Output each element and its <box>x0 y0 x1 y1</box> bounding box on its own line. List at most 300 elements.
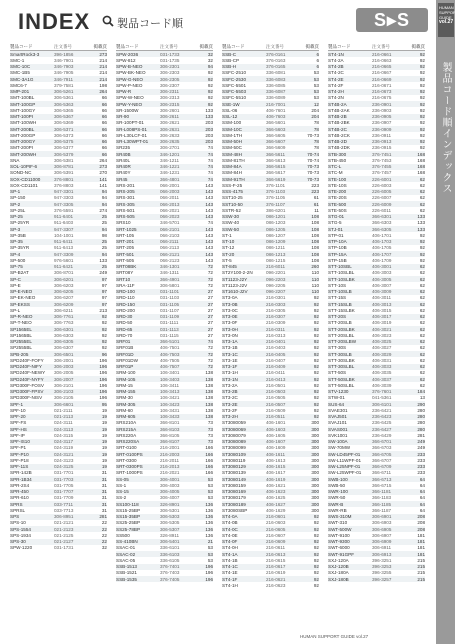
table-row <box>222 345 319 351</box>
product-code: SPD240F-NIFY <box>10 364 42 370</box>
product-code: SRS10 <box>116 220 131 226</box>
page-number: 62 <box>419 364 425 370</box>
table-row <box>10 501 107 507</box>
product-code: STV-1230 <box>328 389 349 395</box>
product-code: ST3080189 <box>222 501 246 507</box>
page-number: 133 <box>417 214 425 220</box>
product-code: ST-845 <box>222 264 237 270</box>
order-number: 226-6005 <box>372 189 392 195</box>
order-number: 406-1707 <box>372 251 392 257</box>
table-row <box>116 532 213 538</box>
table-row <box>222 307 319 313</box>
table-row <box>328 189 425 195</box>
table-row <box>222 239 319 245</box>
page-number: 96 <box>101 351 107 357</box>
product-code: SWR-RB <box>328 507 347 513</box>
product-code: ST3-0A <box>222 295 238 301</box>
order-number: 406-7501 <box>160 345 180 351</box>
order-number: 306-2701 <box>160 145 180 151</box>
order-number: 021-2121 <box>54 520 74 526</box>
table-row <box>116 564 213 570</box>
table-row <box>116 407 213 413</box>
page-number: 92 <box>313 345 319 351</box>
table-row <box>10 351 107 357</box>
page-number: 32 <box>207 51 213 57</box>
table-row <box>328 514 425 520</box>
table-row <box>328 314 425 320</box>
page-number: 166 <box>205 464 213 470</box>
page-number: 27 <box>207 332 213 338</box>
order-number: 216-0411 <box>266 370 286 376</box>
table-row <box>116 82 213 88</box>
table-row <box>222 476 319 482</box>
table-row <box>328 95 425 101</box>
order-number: 306-5379 <box>54 151 74 157</box>
product-code: SVAJ101 <box>328 420 347 426</box>
product-code: ST4B-2AK <box>328 107 350 113</box>
table-row <box>116 95 213 101</box>
product-code: SPR-1B34 <box>10 476 32 482</box>
order-number: 096-2207 <box>266 289 286 295</box>
product-code: SSM-50C <box>222 145 242 151</box>
order-number: 366-6711 <box>372 470 392 476</box>
page-number: 27 <box>207 314 213 320</box>
product-code: SS-410BN <box>116 539 138 545</box>
table-row <box>328 539 425 545</box>
page-number: 166 <box>205 457 213 463</box>
guide-volume: vol.27 <box>439 19 454 25</box>
table-row <box>116 51 213 57</box>
order-number: 066-2123 <box>160 257 180 263</box>
order-number: 024-3117 <box>54 439 74 445</box>
table-row <box>10 432 107 438</box>
page-number: 208 <box>417 526 425 532</box>
table-row <box>116 376 213 382</box>
product-code: SRS-201 <box>116 182 135 188</box>
order-number: 024-3123 <box>54 457 74 463</box>
product-code: SSFC-5503 <box>222 89 247 95</box>
product-code: SS25-78BP <box>116 526 141 532</box>
table-row <box>10 157 107 163</box>
page-number: 196 <box>99 370 107 376</box>
table-row <box>222 101 319 107</box>
product-code: STB-300 <box>328 151 347 157</box>
page-number: 92 <box>207 70 213 76</box>
table-row <box>10 239 107 245</box>
table-row <box>10 395 107 401</box>
order-number: 226-6003 <box>372 182 392 188</box>
order-number: 306-6209 <box>54 301 74 307</box>
product-code: ST4-2B <box>328 64 344 70</box>
product-code: SMC-1B5 <box>10 70 30 76</box>
page-number: 213 <box>99 307 107 313</box>
table-row <box>10 207 107 213</box>
page-number: 19 <box>101 432 107 438</box>
page-number: 92 <box>419 82 425 88</box>
table-row <box>116 151 213 157</box>
product-code: SWT-310 <box>328 520 348 526</box>
header-code: 製品コード <box>328 44 351 49</box>
product-code: SMT-100BL <box>10 95 35 101</box>
product-code: ST4-1N <box>328 51 344 57</box>
product-code: SSW-50 <box>222 226 240 232</box>
product-code: SP-L <box>10 307 21 313</box>
index-rows <box>222 51 319 589</box>
order-number: 106-3403 <box>160 376 180 382</box>
page-number: 66 <box>101 132 107 138</box>
product-code: STG-5 <box>328 220 342 226</box>
table-row <box>222 51 319 57</box>
page-number: 66 <box>101 120 107 126</box>
page-number: 62 <box>419 301 425 307</box>
table-row <box>222 382 319 388</box>
order-number: 396-3255 <box>372 570 392 576</box>
product-code: SSFC-2530 <box>222 76 247 82</box>
order-number: 226-6011 <box>372 207 392 213</box>
page-number: 70-73 <box>307 176 319 182</box>
table-row <box>10 332 107 338</box>
order-number: 406-3019 <box>372 320 392 326</box>
page-number: 214 <box>99 57 107 63</box>
table-row <box>222 407 319 413</box>
table-row <box>116 189 213 195</box>
page-number: 72 <box>207 364 213 370</box>
product-code: SPD240F-NYFY <box>10 376 44 382</box>
order-number: 216-0309 <box>266 320 286 326</box>
table-row <box>10 151 107 157</box>
product-code: SP2555EL <box>10 339 32 345</box>
product-code: ST1610-J2V <box>222 289 248 295</box>
page-number: 19 <box>101 414 107 420</box>
table-row <box>116 276 213 282</box>
product-code: SP-500 <box>10 257 26 263</box>
product-code: STT-15SLBK <box>328 307 355 313</box>
product-code: SSAC-05 <box>116 557 136 563</box>
product-code: SP-25 <box>10 214 23 220</box>
order-number: 947-3305 <box>54 201 74 207</box>
table-row <box>222 164 319 170</box>
page-number: 141 <box>99 176 107 182</box>
table-row <box>328 420 425 426</box>
page-number: 110 <box>311 276 319 282</box>
table-row <box>222 301 319 307</box>
order-number: 406-7503 <box>160 351 180 357</box>
table-row <box>328 520 425 526</box>
product-code: SPW-2036 <box>116 51 139 57</box>
page-number: 25 <box>101 245 107 251</box>
product-code: SNA <box>10 157 20 163</box>
order-number: 216-0609 <box>266 539 286 545</box>
table-row <box>328 289 425 295</box>
order-number: 216-2003 <box>160 451 180 457</box>
page-number: 108 <box>311 214 319 220</box>
table-row <box>10 401 107 407</box>
table-row <box>222 76 319 82</box>
product-code: STC-L <box>328 164 342 170</box>
page-number: 138 <box>205 407 213 413</box>
page-number: 72 <box>207 270 213 276</box>
table-row <box>10 70 107 76</box>
product-code: ST3-2H <box>222 414 238 420</box>
table-row <box>116 345 213 351</box>
order-number: 236-6427 <box>372 426 392 432</box>
page-number: 53 <box>207 476 213 482</box>
product-code: SRF01B <box>116 345 134 351</box>
page-number: 92 <box>313 407 319 413</box>
order-number: 376-8801 <box>54 176 74 182</box>
product-code: SPW-Y-NEO <box>116 101 143 107</box>
page-number: 143 <box>205 232 213 238</box>
page-number: 92 <box>419 139 425 145</box>
page-number: 97 <box>101 301 107 307</box>
order-number: 106-3431 <box>160 407 180 413</box>
order-number: 346-7901 <box>54 57 74 63</box>
product-code: SRS-205 <box>116 189 135 195</box>
table-row <box>328 501 425 507</box>
table-row <box>116 370 213 376</box>
order-number: 366-8107 <box>160 439 180 445</box>
order-number: 216-0621 <box>266 576 286 582</box>
column-header <box>328 44 425 51</box>
order-number: 406-7603 <box>266 114 286 120</box>
table-row <box>10 95 107 101</box>
order-number: 306-6901 <box>372 514 392 520</box>
product-code: STT-15S <box>328 295 347 301</box>
table-row <box>10 120 107 126</box>
table-row <box>10 89 107 95</box>
table-row <box>222 539 319 545</box>
product-code: ST3-1F <box>222 364 238 370</box>
order-number: 306-2601 <box>160 107 180 113</box>
table-row <box>116 470 213 476</box>
order-number: 366-5609 <box>266 145 286 151</box>
order-number: 366-8105 <box>160 432 180 438</box>
order-number: 106-3421 <box>160 395 180 401</box>
table-row <box>116 226 213 232</box>
page-number: 11 <box>314 207 319 213</box>
order-number: 406-1623 <box>266 489 286 495</box>
order-number: 376-7457 <box>372 170 392 176</box>
order-number: 406-3007 <box>372 282 392 288</box>
order-number: 216-0615 <box>266 557 286 563</box>
product-code: SS-15 <box>116 489 129 495</box>
order-number: 306-8781 <box>54 164 74 170</box>
order-number: 216-0667 <box>372 70 392 76</box>
page-number: 94 <box>101 201 107 207</box>
page-number: 19 <box>101 457 107 463</box>
table-row <box>222 370 319 376</box>
table-row <box>328 507 425 513</box>
page-number: 74 <box>207 157 213 163</box>
table-row <box>10 57 107 63</box>
page-number: 300 <box>311 489 319 495</box>
order-number: 366-8103 <box>160 426 180 432</box>
order-number: 216-0605 <box>266 526 286 532</box>
page-number: 133 <box>205 114 213 120</box>
order-number: 066-2101 <box>160 226 180 232</box>
page-number: 108 <box>311 257 319 263</box>
page-number: 73 <box>207 426 213 432</box>
order-number: 306-2313 <box>160 95 180 101</box>
table-row <box>116 295 213 301</box>
product-code: ST2Y100-2-2N <box>222 270 253 276</box>
product-code: SMT-100GP <box>10 101 36 107</box>
table-row <box>10 107 107 113</box>
page-number: 61 <box>313 195 319 201</box>
table-row <box>116 351 213 357</box>
page-number: 92 <box>313 520 319 526</box>
product-code: ST-5 <box>222 257 232 263</box>
order-number: 366-5613 <box>266 157 286 163</box>
order-number: 306-6211 <box>54 307 74 313</box>
table-row <box>328 551 425 557</box>
product-code: SRT-1000PS <box>116 470 143 476</box>
page-number: 64 <box>419 482 425 488</box>
table-row <box>328 414 425 420</box>
order-number: 406-1621 <box>266 482 286 488</box>
product-code: SRT08Y <box>116 270 134 276</box>
order-number: 406-3031 <box>372 357 392 363</box>
page-number: 95 <box>101 401 107 407</box>
table-row <box>10 326 107 332</box>
order-number: 236-0901 <box>372 101 392 107</box>
order-number: 306-2101 <box>54 382 74 388</box>
table-row <box>328 495 425 501</box>
product-code: SR40B <box>116 151 131 157</box>
page-number: 73 <box>207 420 213 426</box>
product-code: SSL-12 <box>222 114 238 120</box>
order-number: 024-3115 <box>54 432 74 438</box>
page-number: 97 <box>101 295 107 301</box>
table-row <box>222 332 319 338</box>
product-code: ST4-2E <box>328 76 344 82</box>
page-number: 300 <box>311 439 319 445</box>
product-code: SMT-200GY <box>10 139 36 145</box>
order-number: 031-1103 <box>160 295 180 301</box>
product-code: SPS-1554 <box>10 526 31 532</box>
product-code: STP-15A <box>328 251 347 257</box>
product-code: ST3080089 <box>222 439 246 445</box>
table-row <box>222 414 319 420</box>
product-code: STT-10SLBK <box>328 276 355 282</box>
order-number: 086-1211 <box>266 245 286 251</box>
order-number: 376-7451 <box>372 151 392 157</box>
order-number: 236-6423 <box>372 414 392 420</box>
product-code: SR40Y <box>116 170 131 176</box>
table-row <box>222 95 319 101</box>
table-row <box>222 445 319 451</box>
page-number: 62 <box>419 307 425 313</box>
table-row <box>116 382 213 388</box>
table-row <box>328 232 425 238</box>
table-row <box>10 414 107 420</box>
order-number: 216-0401 <box>266 339 286 345</box>
page-number: 223 <box>311 189 319 195</box>
product-code: SPF-11S <box>10 464 29 470</box>
order-number: 236-6421 <box>372 407 392 413</box>
page-number: 72 <box>207 276 213 282</box>
page-number: 143 <box>205 251 213 257</box>
table-row <box>222 320 319 326</box>
order-number: 366-1183 <box>372 495 392 501</box>
order-number: 216-0623 <box>266 582 286 588</box>
table-row <box>222 482 319 488</box>
table-row <box>328 120 425 126</box>
product-code: ST3-1H <box>222 370 238 376</box>
product-code: SMT-100WH <box>10 120 37 126</box>
order-number: 306-2303 <box>160 70 180 76</box>
order-number: 236-0907 <box>372 120 392 126</box>
order-number: 336-6101 <box>160 545 180 551</box>
product-code: ST4-1E <box>222 570 238 576</box>
order-number: 376-7405 <box>160 576 180 582</box>
order-number: 376-0161 <box>266 51 286 57</box>
page-number: 92 <box>101 332 107 338</box>
order-number: 306-2301 <box>160 64 180 70</box>
order-number: 306-5303 <box>160 514 180 520</box>
page-number: 66 <box>101 151 107 157</box>
product-code: SR40R <box>116 164 131 170</box>
page-number: 62 <box>419 332 425 338</box>
order-number: 306-5371 <box>54 126 74 132</box>
product-code: SPF-HS <box>10 426 27 432</box>
order-number: 306-8701 <box>54 270 74 276</box>
order-number: 216-0603 <box>266 520 286 526</box>
order-number: 306-4001 <box>160 476 180 482</box>
product-code: ST4B-2D <box>328 139 347 145</box>
order-number: 406-1603 <box>266 426 286 432</box>
table-row <box>10 307 107 313</box>
product-code: ST4-0C <box>222 526 238 532</box>
order-number: 021-2127 <box>54 539 74 545</box>
product-code: SR45 <box>116 176 128 182</box>
order-number: 366-6705 <box>372 451 392 457</box>
table-row <box>328 376 425 382</box>
product-code: ST3080109 <box>222 451 246 457</box>
order-number: 406-1625 <box>266 495 286 501</box>
order-number: 406-3005 <box>372 276 392 282</box>
table-row <box>222 432 319 438</box>
page-number: 138 <box>205 401 213 407</box>
product-code: SRD-65 <box>116 326 133 332</box>
page-number: 300 <box>311 507 319 513</box>
page-number: 215 <box>417 557 425 563</box>
page-number: 19 <box>101 464 107 470</box>
product-code: SRM-305 <box>116 401 136 407</box>
order-number: 406-1615 <box>266 464 286 470</box>
product-code: SWT-9100 <box>328 532 350 538</box>
order-number: 366-1181 <box>372 489 392 495</box>
page-number: 66 <box>101 145 107 151</box>
page-number: 78 <box>313 145 319 151</box>
table-row <box>116 401 213 407</box>
page-number: 108 <box>311 239 319 245</box>
product-code: SMC-10C <box>10 64 31 70</box>
product-code: ST4B-2B <box>328 114 347 120</box>
table-row <box>328 51 425 57</box>
product-code: STP-15B <box>328 257 347 263</box>
order-number: 366-5611 <box>266 151 286 157</box>
product-code: SWT-500W <box>328 526 352 532</box>
order-number: 406-3039 <box>372 382 392 388</box>
table-row <box>10 276 107 282</box>
product-code: SR-L30LCF-01 <box>116 132 147 138</box>
page-number: 223 <box>311 182 319 188</box>
product-code: ST3080079 <box>222 432 246 438</box>
page-number: 92 <box>419 70 425 76</box>
guide-tab-label <box>438 3 458 37</box>
page-number: 143 <box>205 214 213 220</box>
